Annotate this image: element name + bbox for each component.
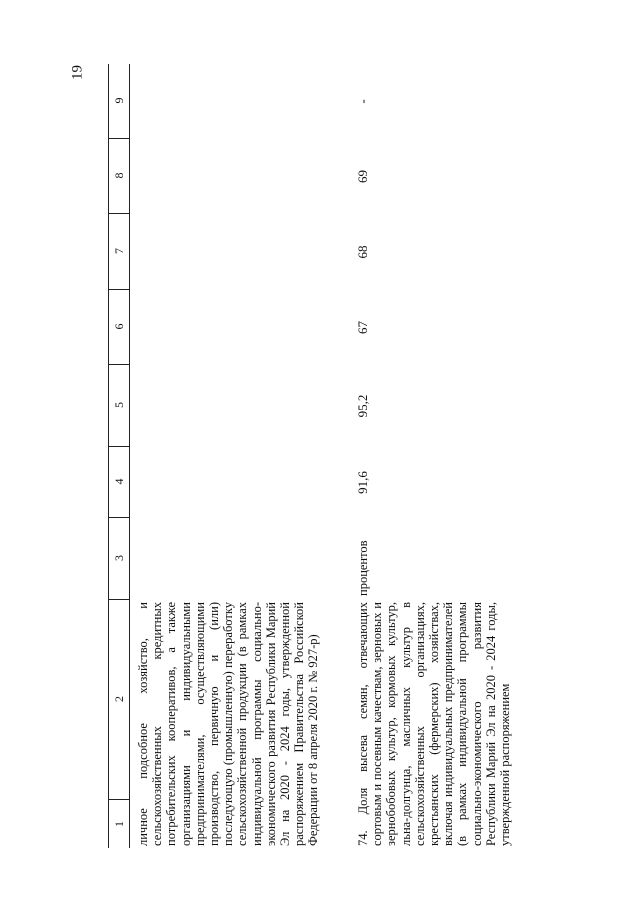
header-col-5: 5 [109,364,129,447]
header-col-3: 3 [109,517,129,600]
row2-indicator-text: 74. Доля высева семян, отвечающих сортовым и посевным качествам, зерновых и зернобобовых культур, кормовых культур, льна-долгунца, масличных культур в сельскохозяйственных организациях, крестьянских (фермерских) хозяйствах, включая индивидуальных предпринимателей (в рамках индивидуальной программы социально-экономического развития Республики Марий Эл на 2020 - 2024 годы, утвержденной распоряжением [356,602,513,846]
row2-value-col5: 95,2 [355,394,370,418]
header-col-6: 6 [109,289,129,365]
row2-value-col6: 67 [355,321,370,334]
header-col-2: 2 [109,599,129,800]
header-col-4: 4 [109,446,129,518]
row2-unit: процентов [356,540,370,596]
row2-value-col7: 68 [355,245,370,259]
row2-value-col4: 91,6 [355,471,370,494]
table-header [108,64,130,848]
page-number: 19 [69,65,86,80]
row2-value-col8: 69 [355,170,370,183]
header-col-1: 1 [112,821,126,827]
header-col-9: 9 [109,63,129,139]
header-col-8: 8 [109,138,129,214]
rotated-table [108,64,566,848]
row2-value-col9: - [355,99,370,104]
row1-indicator-text: личное подсобное хозяйство, и сельскохозяйственных кредитных потребительских кооперативов, а также организациями и индивидуальными предпринимателями, осуществляющими производство, первичную и (или) последующую (промышленную) переработку сельскохозяйственной продукции (в рамках индивидуальной программы социально-экономического развития Республики Марий Эл на 2020 - 2024 годы, утвержденной распоряжением Правительства Российской Федерации от 8 апреля 2020 г. № 927-р) [136,602,321,846]
header-col-7: 7 [109,213,129,290]
